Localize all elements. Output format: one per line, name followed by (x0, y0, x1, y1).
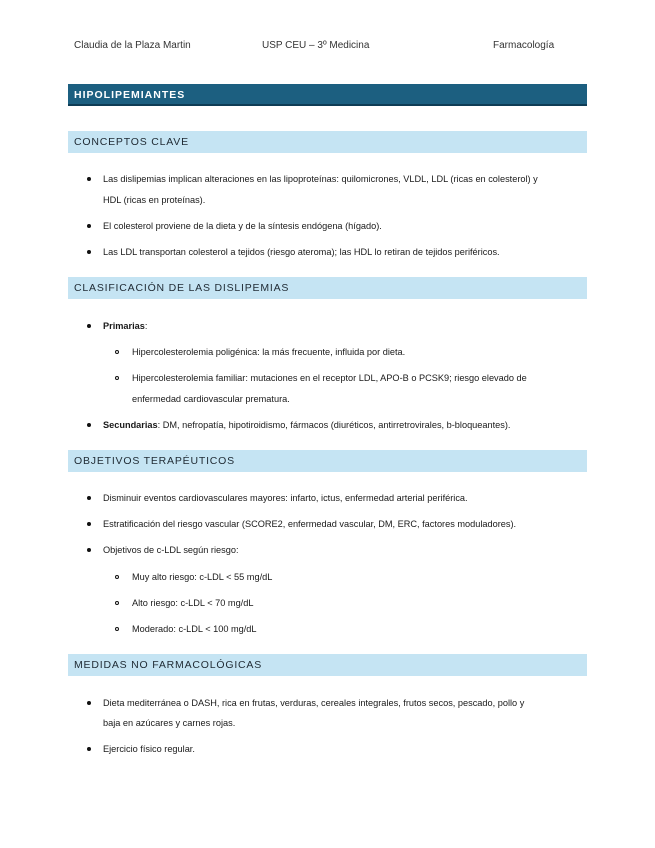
section-objetivos-heading: OBJETIVOS TERAPÉUTICOS (74, 455, 235, 467)
bullet-icon (87, 224, 91, 228)
bullet-icon (87, 177, 91, 181)
secundarias-text: : DM, nefropatía, hipotiroidismo, fármacos (diuréticos, antirretrovirales, b-bloqueantes). (157, 420, 511, 430)
section-objetivos-heading-bar (68, 450, 587, 472)
section-clasificacion-heading-bar (68, 277, 587, 299)
sub-bullet-icon (115, 601, 119, 605)
page-title: HIPOLIPEMIANTES (74, 89, 186, 101)
bullet-icon (87, 496, 91, 500)
sub-bullet-icon (115, 350, 119, 354)
sub-bullet-icon (115, 575, 119, 579)
medidas-item1-line1: Dieta mediterránea o DASH, rica en frutas, verduras, cereales integrales, frutos secos, pescado, pollo y (103, 698, 525, 708)
sub-bullet-icon (115, 627, 119, 631)
section-medidas-heading: MEDIDAS NO FARMACOLÓGICAS (74, 659, 263, 671)
primarias-colon: : (144, 321, 148, 331)
bullet-icon (87, 522, 91, 526)
section-conceptos-heading: CONCEPTOS CLAVE (74, 136, 189, 148)
bullet-icon (87, 548, 91, 552)
section-clasificacion-heading: CLASIFICACIÓN DE LAS DISLIPEMIAS (74, 282, 290, 294)
medidas-item2: Ejercicio físico regular. (103, 744, 195, 754)
section-conceptos-heading-bar (68, 131, 587, 153)
header-author: Claudia de la Plaza Martin (74, 40, 191, 51)
conceptos-item1-line2: HDL (ricas en proteínas). (103, 195, 206, 205)
objetivos-item3: Objetivos de c-LDL según riesgo: (103, 545, 239, 555)
objetivos-item2: Estratificación del riesgo vascular (SCORE2, enfermedad vascular, DM, ERC, factores moduladores). (103, 519, 517, 529)
sub-bullet-icon (115, 376, 119, 380)
bullet-icon (87, 423, 91, 427)
bullet-icon (87, 701, 91, 705)
clasificacion-primarias (103, 321, 147, 331)
header-subject: Farmacología (493, 40, 555, 51)
section-medidas-heading-bar (68, 654, 587, 676)
conceptos-item2: El colesterol proviene de la dieta y de la síntesis endógena (hígado). (103, 221, 382, 231)
secundarias-label: Secundarias (103, 420, 158, 430)
bullet-icon (87, 747, 91, 751)
primarias-label: Primarias (103, 321, 145, 331)
objetivos-sub2: Alto riesgo: c-LDL < 70 mg/dL (132, 598, 254, 608)
clasificacion-sub1: Hipercolesterolemia poligénica: la más frecuente, influida por dieta. (132, 347, 406, 357)
objetivos-sub1: Muy alto riesgo: c-LDL < 55 mg/dL (132, 572, 273, 582)
header-course: USP CEU – 3º Medicina (262, 40, 370, 51)
conceptos-item1-line1: Las dislipemias implican alteraciones en las lipoproteínas: quilomicrones, VLDL, LDL (ricas en colesterol) y (103, 174, 538, 184)
bullet-icon (87, 250, 91, 254)
objetivos-item1: Disminuir eventos cardiovasculares mayores: infarto, ictus, enfermedad arterial periférica. (103, 493, 468, 503)
clasificacion-secundarias (103, 420, 511, 430)
clasificacion-sub2-line1: Hipercolesterolemia familiar: mutaciones en el receptor LDL, APO-B o PCSK9; riesgo elevado de (132, 373, 527, 383)
conceptos-item3: Las LDL transportan colesterol a tejidos (riesgo ateroma); las HDL lo retiran de tejidos periféricos. (103, 247, 500, 257)
page-title-bar (68, 84, 587, 106)
objetivos-sub3: Moderado: c-LDL < 100 mg/dL (132, 624, 257, 634)
medidas-item1-line2: baja en azúcares y carnes rojas. (103, 718, 236, 728)
bullet-icon (87, 324, 91, 328)
clasificacion-sub2-line2: enfermedad cardiovascular prematura. (132, 394, 290, 404)
